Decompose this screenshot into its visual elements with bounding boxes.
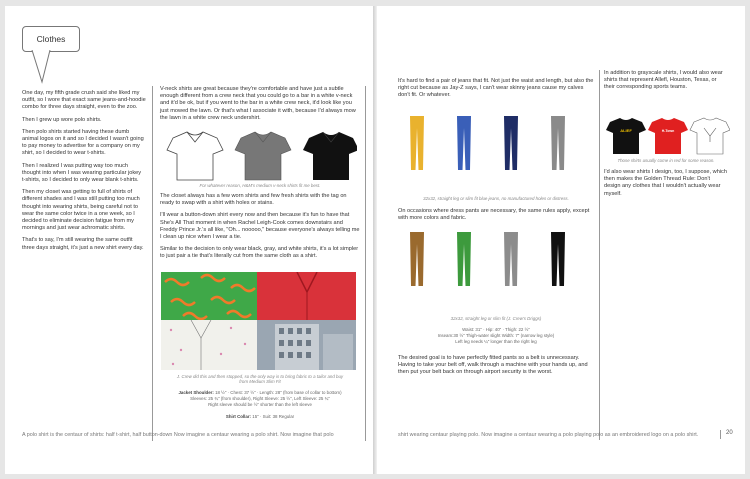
blue-jeans-image	[457, 116, 471, 170]
footer-right: shirt wearing centaur playing polo. Now imagine a centaur wearing a polo playing polo as an embroidered logo on a polo shirt.	[398, 432, 699, 438]
column-2-continued	[160, 193, 360, 266]
tshirt-row	[161, 130, 357, 182]
gray-pants-image	[504, 232, 518, 286]
dress-pants-caption: 32x32, straight leg or slim fit (J. Crew's Driggs)	[450, 316, 542, 321]
col4-paragraph: In addition to grayscale shirts, I would also wear shirts that represent Allefl, Houston, Texas, or their corresponding sports teams.	[604, 70, 723, 91]
col4-paragraph: I'd also wear shirts I design, too, I suppose, which then makes the Golden Thread Rule: Don't design any clothes that I wouldn't actually wear myself.	[604, 169, 727, 197]
shirt-print-text: H-Town	[661, 129, 675, 133]
col1-paragraph: That's to say, I'm still wearing the same outfit three days straight, it's just a new shirt every day.	[22, 237, 144, 251]
footer-divider	[720, 430, 721, 439]
col3-paragraph: The desired goal is to have perfectly fitted pants so a belt is unnecessary. Having to take your belt off, walk through a machine with your hands up, and then put your belt back on through airport security is the worst.	[398, 355, 588, 376]
spec-line: Left leg needs ¼" longer than the right leg	[455, 338, 537, 344]
col1-paragraph: Then polo shirts started having these dumb animal logos on it and so I decided I wasn't going to pay money to advertise for a company on my shirt, so I decided to wear t-shirts.	[22, 128, 144, 157]
column-1	[22, 90, 146, 257]
spec-value: 15" · Suit: 38 Regular	[252, 414, 295, 420]
col2-paragraph: Similar to the decision to only wear black, gray, and white shirts, it's a lot simpler to just pair a tie that's literally cut from the same cloth as a shirt.	[160, 246, 359, 260]
spec-line: Right sleeve should be ½" shorter than the left sleeve	[208, 401, 312, 407]
fabric-caption	[160, 374, 360, 385]
column-3	[398, 78, 594, 105]
col1-paragraph: Then I grew up wore polo shirts.	[22, 116, 102, 123]
gray-jeans-image	[551, 116, 565, 170]
red-htown-shirt-image	[648, 118, 688, 154]
black-tshirt-image	[303, 132, 357, 180]
black-alief-shirt-image	[606, 118, 646, 154]
col2-paragraph: V-neck shirts are great because they're comfortable and have just a subtle enough different from a crew neck that you could go to a bar in a white v-neck and it'd be ok, but if you went to the bar in a white crew neck, it'd look like you just mowed the lawn. Or that's what I associate it with, because I'd always mow the lawn in a white crew neck undershirt.	[160, 86, 356, 121]
fabric-caption-line2: from Medium Slim Fit	[239, 379, 281, 385]
col3-paragraph: It's hard to find a pair of jeans that fit. Not just the waist and length, but also the right cut because as Jay-Z says, I can't wear skinny jeans cause my calves don't fit. Or whatever.	[398, 78, 594, 99]
spec-value: 18 ½" · Chest: 37 ½" · Length: 28" (from base of collar to bottom)	[215, 390, 342, 395]
col2-paragraph: I'll wear a button-down shirt every now and then because it's fun to have that She's All That moment in when Rachel Leigh-Cook comes downstairs and Freddy Prince Jr.'s all like, "Oh... nooooo," because everyone's always telling me I clean up nice when I wear a tie.	[160, 212, 360, 241]
col2-paragraph: The closet always has a few worn shirts and few fresh shirts with the tag on ready to swap with a shirt with holes or stains.	[160, 193, 347, 207]
column-divider	[152, 86, 153, 441]
fabric-caption-line1: J. Crew did this and then stopped, so the only way is to bring fabric to a tailor and buy	[176, 374, 344, 379]
sport-shirts-caption: Those shirts usually come in red for some reason.	[617, 158, 715, 163]
black-pants-image	[551, 232, 565, 286]
spec-line: Sleeves: 25 ¾" (from shoulder), Right Sleeve: 25 ½", Left Sleeve: 25 ¾"	[190, 395, 330, 401]
green-fabric-swatch	[161, 272, 257, 320]
navy-jeans-image	[504, 116, 518, 170]
sport-shirts-row	[602, 116, 730, 156]
spec-line: Waist: 31" · Hip: 40" · Thigh: 22 ½"	[462, 327, 530, 332]
column-divider	[599, 70, 600, 440]
column-2	[160, 86, 360, 127]
yellow-jeans-image	[410, 116, 424, 170]
suit-measurements	[160, 390, 360, 420]
column-3-end	[398, 355, 594, 382]
red-shirt-swatch	[257, 272, 356, 320]
shirt-print-text: ALIEF	[620, 128, 632, 133]
pants-measurements	[398, 327, 594, 344]
green-pants-image	[457, 232, 471, 286]
bubble-tail	[28, 50, 58, 84]
gray-tshirt-image	[235, 132, 291, 180]
col1-paragraph: One day, my fifth grade crush said she liked my outfit, so I wore that exact same jeans-and-hoodie combo for three days straight, even to the zoo.	[22, 90, 146, 111]
col1-paragraph: Then my closet was getting to full of shirts of different shades and I was still putting too much thought into wearing shirts, being careful not to wear the same color twice in a one week, so I decided to eliminate decision fatigue from my mornings and just wear achromatic shirts.	[22, 189, 140, 232]
column-4	[604, 70, 728, 97]
spec-label: Shirt Collar:	[225, 414, 252, 420]
footer-left: A polo shirt is the centaur of shirts: half t-shirt, half button-down Now imagine a centaur wearing a polo shirt. Now imagine that polo	[22, 432, 334, 438]
column-3-continued	[398, 208, 594, 227]
white-design-shirt-image	[690, 118, 730, 154]
col1-paragraph: Then I realized I was putting way too much thought into when I was wearing particular jokey t-shirts, so I decided to only wear blank t-shirts.	[22, 162, 142, 184]
page-number: 20	[726, 430, 733, 436]
brown-pants-image	[410, 232, 424, 286]
col3-paragraph: On occasions where dress pants are necessary, the same rules apply, except with more colors and fabric.	[398, 208, 590, 222]
spec-label: Jacket Shoulder:	[178, 390, 214, 395]
tshirt-caption: For whatever reason, H&M's medium v-neck shirts fit me best.	[199, 183, 321, 188]
column-divider	[365, 86, 366, 441]
building-photo-swatch	[257, 320, 356, 370]
white-tshirt-image	[167, 132, 223, 180]
spec-line: Inseam:30 ½" Thigh-water slight Width: 7" (narrow leg style)	[437, 332, 555, 338]
jeans-caption: 32x32, straight leg or slim fit blue jeans, no manufactured holes or distress.	[423, 196, 569, 201]
chapter-title-bubble: Clothes	[22, 26, 80, 52]
column-4-continued	[604, 169, 728, 203]
white-patterned-swatch	[161, 320, 257, 370]
